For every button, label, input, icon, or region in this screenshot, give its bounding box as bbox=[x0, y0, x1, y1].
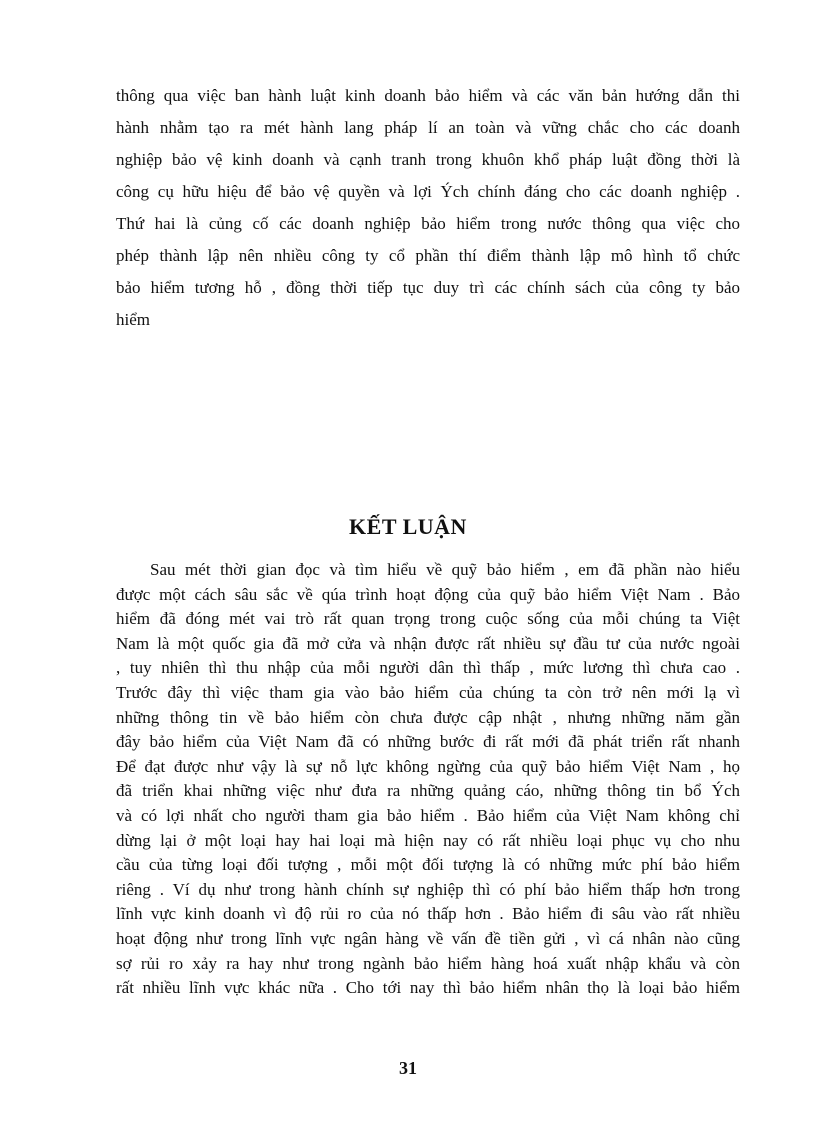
text-line: đã triển khai những việc như đưa ra những quảng cáo, những thông tin bổ Ých bbox=[116, 781, 740, 801]
section-heading: KẾT LUẬN bbox=[349, 514, 467, 539]
text-line: đây bảo hiểm của Việt Nam đã có những bước đi rất mới đã phát triển rất nhanh bbox=[116, 732, 740, 752]
text-line: những thông tin về bảo hiểm còn chưa được cập nhật , nhưng những năm gần bbox=[116, 707, 740, 727]
text-line: Nam là một quốc gia đã mở cửa và nhận được rất nhiều sự đầu tư của nước ngoài bbox=[116, 633, 740, 653]
text-line: sợ rủi ro xảy ra hay như trong ngành bảo hiểm hàng hoá xuất nhập khẩu và còn bbox=[116, 953, 740, 973]
text-line: phép thành lập nên nhiều công ty cổ phần thí điểm thành lập mô hình tổ chức bbox=[116, 246, 740, 265]
text-line: hoạt động như trong lĩnh vực ngân hàng về vấn đề tiền gửi , vì cá nhân nào cũng bbox=[116, 928, 740, 948]
text-line: hiểm đã đóng mét vai trò rất quan trọng trong cuộc sống của mỗi chúng ta Việt bbox=[116, 609, 740, 629]
continued-paragraph bbox=[116, 80, 740, 336]
text-line: công cụ hữu hiệu để bảo vệ quyền và lợi Ých chính đáng cho các doanh nghiệp . bbox=[116, 182, 740, 201]
text-line: Thứ hai là củng cố các doanh nghiệp bảo hiểm trong nước thông qua việc cho bbox=[116, 214, 740, 233]
text-line: và có lợi nhất cho người tham gia bảo hiểm . Bảo hiểm của Việt Nam không chỉ bbox=[116, 805, 740, 825]
text-line: Để đạt được như vậy là sự nỗ lực không ngừng của quỹ bảo hiểm Việt Nam , họ bbox=[116, 756, 740, 776]
text-line: cầu của từng loại đối tượng , mỗi một đối tượng là có những mức phí bảo hiểm bbox=[116, 855, 740, 875]
text-line: thông qua việc ban hành luật kinh doanh bảo hiểm và các văn bản hướng dẫn thi bbox=[116, 86, 740, 105]
text-line: dừng lại ở một loại hay hai loại mà hiện nay có rất nhiều loại phục vụ cho nhu bbox=[116, 830, 740, 850]
text-line: riêng . Ví dụ như trong hành chính sự nghiệp thì có phí bảo hiểm thấp hơn trong bbox=[116, 879, 740, 899]
text-line: rất nhiều lĩnh vực khác nữa . Cho tới nay thì bảo hiểm nhân thọ là loại bảo hiểm bbox=[116, 978, 740, 998]
text-line: nghiệp bảo vệ kinh doanh và cạnh tranh trong khuôn khổ pháp luật đồng thời là bbox=[116, 150, 740, 169]
text-line: hiểm bbox=[116, 310, 150, 329]
text-line: lĩnh vực kinh doanh vì độ rủi ro của nó thấp hơn . Bảo hiểm đi sâu vào rất nhiều bbox=[116, 904, 740, 924]
text-line: hành nhằm tạo ra mét hành lang pháp lí an toàn và vững chắc cho các doanh bbox=[116, 118, 740, 137]
text-line: bảo hiểm tương hỗ , đồng thời tiếp tục duy trì các chính sách của công ty bảo bbox=[116, 278, 740, 297]
text-line: Trước đây thì việc tham gia vào bảo hiểm của chúng ta còn trở nên mới lạ vì bbox=[116, 682, 740, 702]
conclusion-paragraph bbox=[116, 558, 740, 1001]
text-line: , tuy nhiên thì thu nhập của mỗi người dân thì thấp , mức lương thì chưa cao . bbox=[116, 658, 740, 678]
text-line: được một cách sâu sắc về qúa trình hoạt động của quỹ bảo hiểm Việt Nam . Bảo bbox=[116, 584, 740, 604]
page-number: 31 bbox=[399, 1058, 417, 1078]
text-line: Sau mét thời gian đọc và tìm hiểu về quỹ bảo hiểm , em đã phần nào hiểu bbox=[150, 560, 740, 579]
